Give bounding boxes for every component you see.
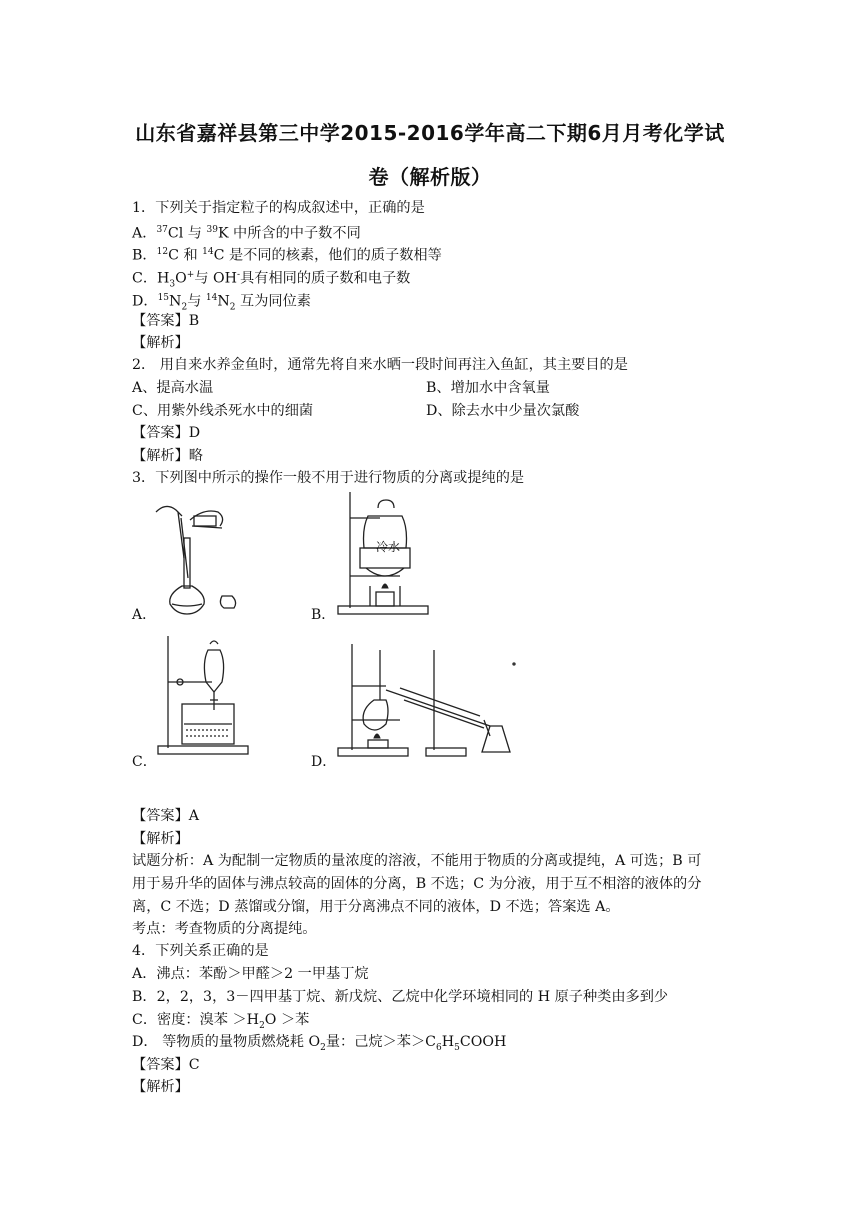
q2-option-d: D、除去水中少量次氯酸 xyxy=(426,403,580,419)
figure-d-distillation xyxy=(330,640,526,758)
document-title-line1: 山东省嘉祥县第三中学2015-2016学年高二下期6月月考化学试 xyxy=(135,121,725,145)
q2-option-b: B、增加水中含氧量 xyxy=(426,380,550,396)
figure-b-cold-water-label: 冷水 xyxy=(376,540,401,554)
q2-option-c: C、用紫外线杀死水中的细菌 xyxy=(132,403,314,419)
q3-stem: 3．下列图中所示的操作一般不用于进行物质的分离或提纯的是 xyxy=(132,470,525,486)
document-title-line2: 卷（解析版） xyxy=(368,165,492,189)
q4-option-c: C．密度：溴苯 $>H_2O$ ＞苯 xyxy=(132,1012,310,1031)
q4-option-a: A．沸点：苯酚＞甲醛＞2 一甲基丁烷 xyxy=(132,966,369,982)
q4-analysis: 【解析】 xyxy=(132,1079,189,1095)
q2-stem: 2． 用自来水养金鱼时，通常先将自来水晒一段时间再注入鱼缸，其主要目的是 xyxy=(132,357,628,373)
q3-explanation-line1: 试题分析：A 为配制一定物质的量浓度的溶液，不能用于物质的分离或提纯，A 可选；B 可 xyxy=(132,853,702,869)
q3-key-point: 考点：考查物质的分离提纯。 xyxy=(132,921,317,937)
q3-explanation-line2: 用于易升华的固体与沸点较高的固体的分离，B 不选；C 为分液，用于互不相溶的液体的分 xyxy=(132,876,702,892)
q4-stem: 4．下列关系正确的是 xyxy=(132,943,269,959)
figure-c-separatory-funnel xyxy=(150,632,280,760)
figure-c-label: C． xyxy=(132,754,157,770)
figure-d-label: D． xyxy=(311,754,337,770)
q3-explanation-line3: 离，C 不选；D 蒸馏或分馏，用于分离沸点不同的液体，D 不选；答案选 A。 xyxy=(132,899,620,915)
q1-option-d: D．$^{15}N_2$与 $^{14}N_2$ 互为同位素 xyxy=(132,293,311,313)
figure-a-volumetric-flask xyxy=(148,498,238,616)
q2-analysis: 【解析】略 xyxy=(132,448,203,464)
q3-answer: 【答案】A xyxy=(132,808,199,824)
q4-answer: 【答案】C xyxy=(132,1057,200,1073)
q2-option-a: A、提高水温 xyxy=(132,380,214,396)
q1-analysis: 【解析】 xyxy=(132,335,189,351)
q4-option-b: B．2，2，3，3－四甲基丁烷、新戊烷、乙烷中化学环境相同的 H 原子种类由多到少 xyxy=(132,989,669,1005)
q4-option-d: D． 等物质的量物质燃烧耗 $O_2$量：己烷＞苯$>C_6H_5COOH$ xyxy=(132,1034,507,1053)
q1-stem: 1．下列关于指定粒子的构成叙述中，正确的是 xyxy=(132,200,425,216)
q2-answer: 【答案】D xyxy=(132,425,201,441)
q1-answer: 【答案】B xyxy=(132,313,200,329)
figure-a-label: A． xyxy=(132,607,157,623)
q3-analysis: 【解析】 xyxy=(132,831,189,847)
figure-b-label: B． xyxy=(311,607,336,623)
q1-option-b: B．$^{12}$C 和 $^{14}$C 是不同的核素，他们的质子数相等 xyxy=(132,247,442,264)
q1-option-a: A．$^{37}$Cl 与 $^{39}$K 中所含的中子数不同 xyxy=(132,225,361,242)
q1-option-c: C．$H_3O^+$与 OH-具有相同的质子数和电子数 xyxy=(132,270,411,290)
